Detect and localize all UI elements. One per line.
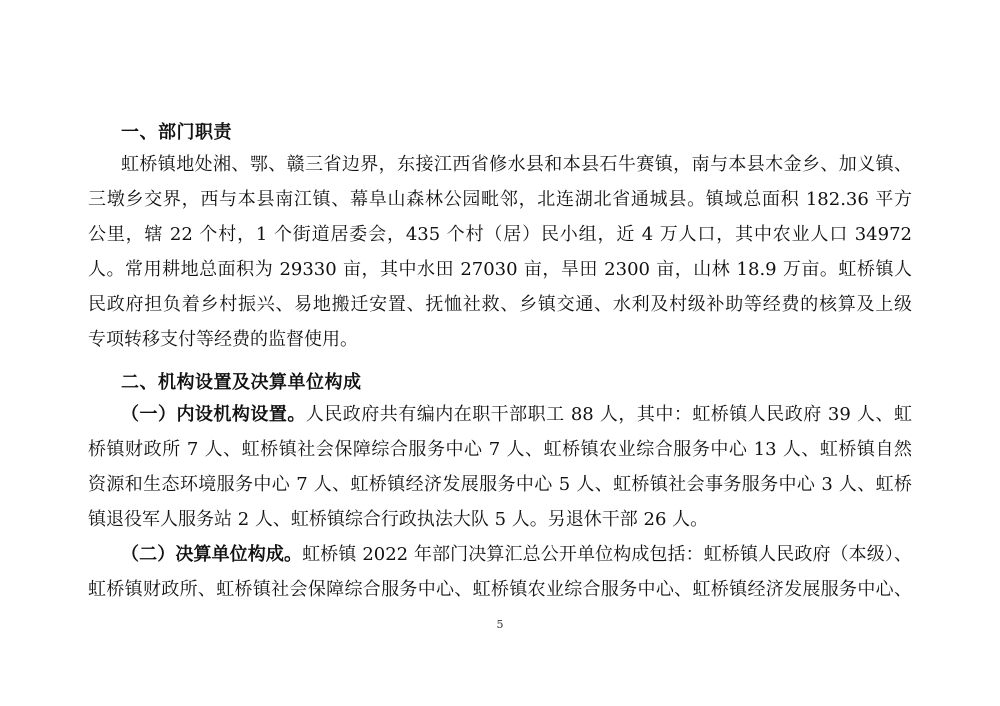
subsection-text: 人民政府共有编内在职干部职工 88 人，其中：虹桥镇人民政府 39 人、虹: [305, 404, 913, 425]
paragraph-line: 虹桥镇财政所、虹桥镇社会保障综合服务中心、虹桥镇农业综合服务中心、虹桥镇经济发展服务中心、: [88, 579, 912, 600]
paragraph-line: 民政府担负着乡村振兴、易地搬迁安置、抚恤社救、乡镇交通、水利及村级补助等经费的核算及上级: [88, 294, 912, 315]
subsection-first-line: [121, 543, 912, 567]
paragraph-line: 人。常用耕地总面积为 29330 亩，其中水田 27030 亩，旱田 2300 亩，山林 18.9 万亩。虹桥镇人: [88, 259, 912, 280]
subsection-text: 虹桥镇 2022 年部门决算汇总公开单位构成包括：虹桥镇人民政府（本级）、: [302, 544, 913, 565]
section-heading-duties: 一、部门职责: [121, 122, 232, 143]
section-heading-structure: 二、机构设置及决算单位构成: [121, 372, 362, 393]
subsection-first-line: [121, 403, 912, 427]
page-number: 5: [496, 618, 504, 631]
paragraph-line: 三墩乡交界，西与本县南江镇、幕阜山森林公园毗邻，北连湖北省通城县。镇域总面积 182.36 平方: [88, 189, 912, 210]
paragraph-line: 资源和生态环境服务中心 7 人、虹桥镇经济发展服务中心 5 人、虹桥镇社会事务服务中心 3 人、虹桥: [88, 474, 912, 495]
paragraph-line: 公里，辖 22 个村，1 个街道居委会，435 个村（居）民小组，近 4 万人口，其中农业人口 34972: [88, 224, 912, 245]
paragraph-line: 专项转移支付等经费的监督使用。: [88, 329, 358, 350]
paragraph-line: 虹桥镇地处湘、鄂、赣三省边界，东接江西省修水县和本县石牛赛镇，南与本县木金乡、加义镇、: [121, 154, 912, 175]
paragraph-line: 桥镇财政所 7 人、虹桥镇社会保障综合服务中心 7 人、虹桥镇农业综合服务中心 13 人、虹桥镇自然: [88, 439, 912, 460]
subsection-label-units: （二）决算单位构成。: [121, 544, 303, 565]
subsection-label-internal: （一）内设机构设置。: [121, 404, 306, 425]
paragraph-line: 镇退役军人服务站 2 人、虹桥镇综合行政执法大队 5 人。另退休干部 26 人。: [88, 509, 709, 530]
